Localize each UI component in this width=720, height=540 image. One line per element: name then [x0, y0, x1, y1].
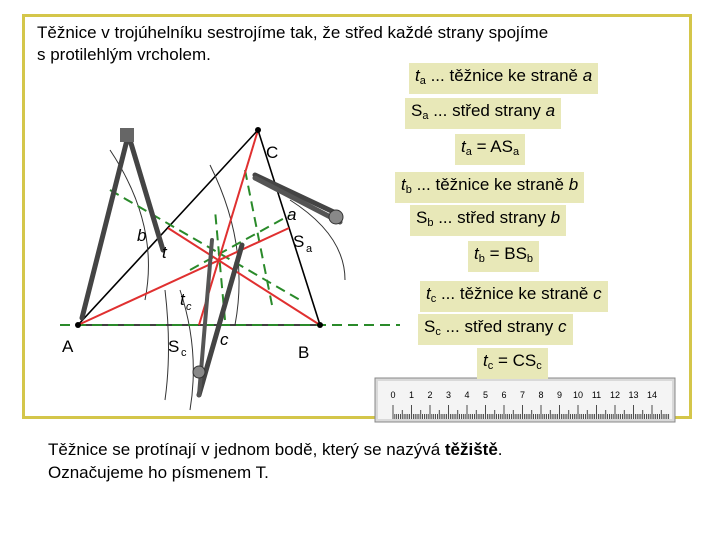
ruler-tick-label: 12: [609, 390, 621, 400]
ruler-tick-label: 11: [591, 390, 602, 400]
construction-line: [190, 215, 290, 270]
ruler-tick-label: 6: [501, 390, 507, 400]
ruler-tick-label: 13: [628, 390, 639, 400]
median-label-tc-sub: c: [186, 301, 192, 313]
term-teziste: těžiště: [444, 440, 498, 459]
label-tb-eq: $t_b = BS_b$: [468, 241, 539, 272]
ruler-tick-label: 4: [464, 390, 470, 400]
vertex-point-c: [255, 127, 261, 133]
ruler-tick-label: 9: [556, 390, 563, 400]
ruler-tick-label: 2: [427, 390, 433, 400]
construction-line: [110, 190, 300, 300]
intro-line-2: s protilehlým vrcholem.: [37, 45, 211, 64]
footer-line-2: Označujeme ho písmenem T.: [48, 463, 269, 482]
label-tb: $t_b$ ... těžnice ke straně b: [395, 172, 584, 203]
label-tc: $t_c$ ... těžnice ke straně c: [420, 281, 608, 312]
triangle-abc: [78, 130, 320, 325]
ruler-tick-label: 5: [482, 390, 489, 400]
footer-text: [48, 438, 503, 484]
label-sa: $S_a$ ... střed strany a: [405, 98, 561, 129]
label-tc-eq: $t_c = CS_c$: [477, 348, 548, 379]
vertex-point-b: [317, 322, 323, 328]
vertex-label-b: B: [298, 343, 310, 362]
ruler-tick-label: 3: [445, 390, 452, 400]
ruler-tick-label: 8: [538, 390, 544, 400]
ruler-tick-label: 10: [572, 390, 584, 400]
median-label-tb: t: [162, 243, 167, 262]
intro-line-1: Těžnice v trojúhelníku sestrojíme tak, že střed každé strany spojíme: [37, 23, 549, 42]
midpoint-label-sc: S: [168, 337, 180, 356]
label-ta-eq: $t_a = AS_a$: [455, 134, 525, 165]
side-label-c: c: [220, 330, 229, 349]
midpoint-label-sc-sub: c: [181, 347, 187, 359]
label-sc: $S_c$ ... střed strany c: [418, 314, 573, 345]
midpoint-label-sa-sub: a: [306, 243, 313, 255]
side-label-a: a: [287, 205, 297, 224]
ruler-tick-label: 1: [408, 390, 415, 400]
footer-line-1: Těžnice se protínají v jednom bodě, který se nazývá těžiště.: [48, 440, 503, 459]
side-label-b: b: [137, 226, 147, 245]
construction-arc: [110, 150, 148, 300]
label-ta: $t_a$ ... těžnice ke straně a: [409, 63, 598, 94]
midpoint-label-sa: S: [293, 232, 305, 251]
compass-icon: [82, 128, 163, 318]
vertex-label-a: A: [62, 337, 74, 356]
label-sb: $S_b$ ... střed strany b: [410, 205, 566, 236]
ruler-tick-label: 14: [646, 390, 658, 400]
ruler-tick-label: 0: [390, 390, 396, 400]
median-label-tc: t: [180, 290, 185, 309]
vertex-label-c: C: [266, 143, 279, 162]
vertex-point-a: [75, 322, 81, 328]
median-ta: [78, 228, 289, 325]
compass-icon: [255, 175, 343, 224]
ruler-tick-label: 7: [519, 390, 526, 400]
